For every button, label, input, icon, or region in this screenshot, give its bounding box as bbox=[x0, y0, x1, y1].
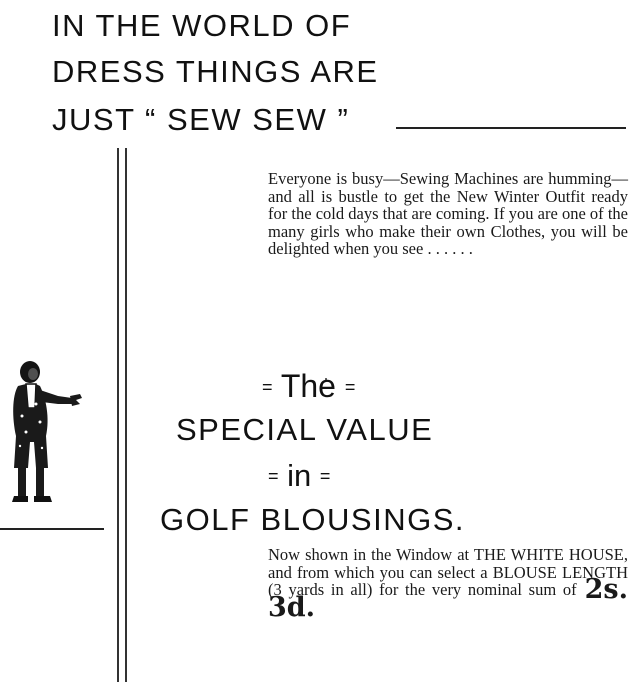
intro-paragraph: Everyone is busy—Sewing Machines are humming—and all is bustle to get the New Winter Outfit ready for the cold days that are coming. If you are one of the many girls who make their own Clothes, you will be delighted when you see . . . . . . bbox=[268, 169, 628, 258]
illustration-rule bbox=[0, 528, 104, 530]
dash-left: = bbox=[268, 466, 279, 486]
display-the bbox=[262, 368, 355, 405]
display-in bbox=[268, 458, 330, 494]
details-text: Now shown in the Window at THE WHITE HOUSE, and from which you can select a BLOUSE LENGTH (3 yards in all) for the very nominal sum of bbox=[268, 545, 628, 599]
column-divider-left bbox=[117, 148, 119, 682]
headline-line-1: IN THE WORLD OF bbox=[52, 8, 352, 43]
details-paragraph bbox=[268, 545, 628, 623]
headline-line-3: JUST “ SEW SEW ” bbox=[52, 102, 350, 137]
in-word: in bbox=[287, 458, 312, 493]
headline-line-2: DRESS THINGS ARE bbox=[52, 54, 379, 89]
dash-right: = bbox=[319, 466, 331, 486]
price: 2s. 3d. bbox=[268, 574, 628, 623]
dash-right: = bbox=[344, 377, 356, 397]
man-in-tailcoat-icon bbox=[6, 356, 86, 506]
dash-left: = bbox=[262, 377, 273, 397]
the-word: The bbox=[280, 368, 336, 404]
display-golf-blousings: GOLF BLOUSINGS. bbox=[160, 502, 466, 537]
headline-rule bbox=[396, 127, 626, 129]
column-divider-right bbox=[125, 148, 127, 682]
display-special-value: SPECIAL VALUE bbox=[176, 412, 434, 447]
